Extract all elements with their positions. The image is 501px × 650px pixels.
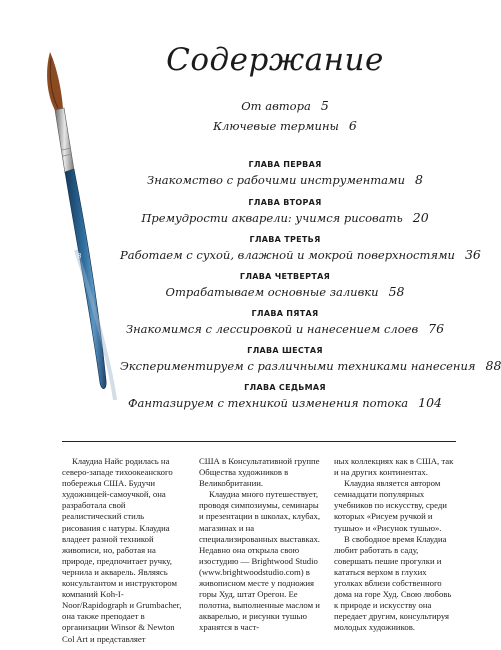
toc-entry-key-terms[interactable] [120, 118, 450, 133]
bio-paragraph: Клаудиа является автором семнадцати популярных учебников по искусству, среди которых «Рисуем ручкой и тушью» и «Рисунок тушью». [334, 478, 447, 533]
author-bio-column-2 [199, 456, 321, 634]
brush-ferrule [55, 108, 74, 173]
paintbrush-illustration [36, 50, 116, 420]
chapter-heading: ГЛАВА ПЕРВАЯ [248, 160, 322, 169]
toc-entry-chapter-4[interactable] [120, 284, 450, 299]
toc-entry-chapter-2[interactable] [120, 210, 450, 225]
toc-page-number: 8 [414, 172, 423, 187]
toc-page-number: 36 [464, 247, 481, 262]
toc-entry-chapter-7[interactable] [120, 395, 450, 410]
toc-entry-foreword[interactable] [120, 98, 450, 113]
toc-entry-chapter-6[interactable] [120, 358, 501, 373]
page-title: Содержание [166, 42, 384, 78]
toc-entry-label: Работаем с сухой, влажной и мокрой поверхностями [120, 248, 455, 262]
toc-page-number: 88 [485, 358, 501, 373]
author-bio-column-1 [62, 456, 184, 645]
bio-paragraph: Клаудиа Найс родилась на северо-западе тихоокеанского побережья США. Будучи художницей-самоучкой, она разработала свой реалистический стиль рисования с натуры. Клаудиа владеет разной техникой живописи, но, работая на природе, предпочитает ручку, чернила и акварель. Являясь консультантом и инструктором компаний Koh-I-Noor/Rapidograph и Grumbacher, она также преподает в организации Winsor & Newton Col Art и представляет [62, 456, 182, 644]
toc-page-number: 76 [428, 321, 445, 336]
toc-entry-label: Экспериментируем с различными техниками нанесения [120, 359, 476, 373]
toc-entry-label: Ключевые термины [213, 119, 339, 133]
chapter-heading: ГЛАВА ШЕСТАЯ [247, 346, 323, 355]
brush-bristles [47, 52, 63, 112]
chapter-heading: ГЛАВА ВТОРАЯ [248, 198, 322, 207]
bio-paragraph: В свободное время Клаудиа любит работать в саду, совершать пешие прогулки и кататься верхом в глухих уголках вблизи собственного дома на горе Худ. Свою любовь к природе и искусству она передает другим, консультируя молодых художников. [334, 533, 452, 633]
toc-page-number: 20 [412, 210, 429, 225]
toc-page-number: 5 [320, 98, 329, 113]
chapter-heading: ГЛАВА СЕДЬМАЯ [244, 383, 326, 392]
toc-page-number: 104 [418, 395, 442, 410]
chapter-heading: ГЛАВА ЧЕТВЕРТАЯ [239, 272, 331, 281]
toc-entry-label: Премудрости акварели: учимся рисовать [141, 211, 403, 225]
chapter-heading: ГЛАВА ТРЕТЬЯ [249, 235, 321, 244]
toc-entry-chapter-1[interactable] [120, 172, 450, 187]
toc-entry-label: От автора [241, 99, 311, 113]
toc-entry-chapter-5[interactable] [120, 321, 450, 336]
chapter-heading: ГЛАВА ПЯТАЯ [251, 309, 319, 318]
bio-paragraph: ных коллекциях как в США, так и на других континентах. [334, 456, 454, 478]
toc-entry-chapter-3[interactable] [120, 247, 481, 262]
brush-size-number: 8 [77, 252, 82, 260]
toc-page-number: 6 [348, 118, 357, 133]
bio-paragraph: Клаудиа много путешествует, проводя симпозиумы, семинары и презентации в школах, клубах, магазинах и на специализированных выставках. Недавно она открыла свою изостудию — Brightwood Studio (www.brightwoodstudio.com) в живописном месте у подножия горы Худ, штат Орегон. Ее полотна, выполненные маслом и акварелью, и рисунки тушью хранятся в част- [199, 489, 321, 633]
toc-entry-label: Отрабатываем основные заливки [165, 285, 379, 299]
author-bio-column-3 [334, 456, 456, 634]
toc-entry-label: Знакомимся с лессировкой и нанесением слоев [125, 322, 419, 336]
toc-entry-label: Фантазируем с техникой изменения потока [128, 396, 409, 410]
section-divider [62, 441, 456, 442]
bio-paragraph: США в Консультативной группе Общества художников в Великобритании. [199, 456, 320, 489]
toc-page-number: 58 [388, 284, 405, 299]
toc-entry-label: Знакомство с рабочими инструментами [147, 173, 405, 187]
